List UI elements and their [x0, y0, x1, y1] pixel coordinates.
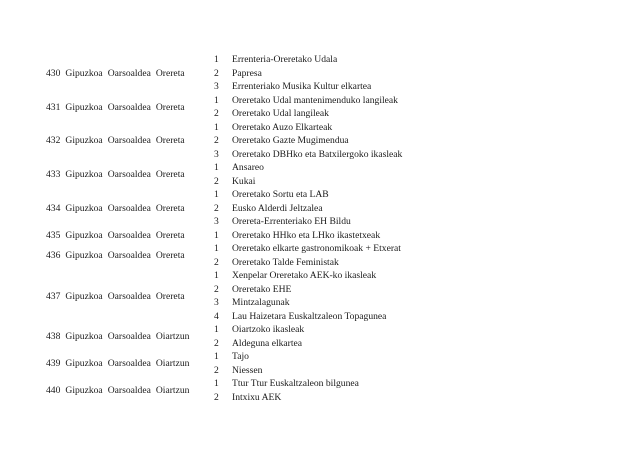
- entry-group: [0, 161, 638, 188]
- entry-group: [0, 242, 638, 269]
- item-name: Xenpelar Oreretako AEK-ko ikasleak: [232, 270, 377, 281]
- town: Orereta: [155, 250, 185, 261]
- item-name: Oreretako Talde Feministak: [232, 256, 339, 268]
- item-number: 2: [214, 175, 219, 187]
- region: Oarsoaldea: [107, 290, 151, 302]
- list-item: [0, 67, 638, 81]
- entry-group: [0, 94, 638, 121]
- region: Oarsoaldea: [107, 358, 151, 369]
- province: Gipuzkoa: [65, 229, 103, 241]
- list-item: [0, 148, 638, 162]
- list-item: [0, 107, 638, 121]
- list-item: [0, 364, 638, 378]
- province: Gipuzkoa: [65, 67, 103, 79]
- item-name: Ansareo: [232, 162, 264, 173]
- entry-id: 439: [46, 358, 61, 369]
- entry-id: 435: [46, 229, 61, 241]
- entry-id: 437: [46, 290, 61, 302]
- province: Gipuzkoa: [65, 250, 103, 261]
- list-item: [0, 161, 638, 175]
- list-item: [0, 53, 638, 67]
- item-number: 1: [214, 270, 219, 281]
- item-name: Oiartzoko ikasleak: [232, 324, 305, 335]
- item-number: 2: [214, 135, 219, 146]
- town: Oiartzun: [155, 385, 190, 396]
- town: Orereta: [155, 101, 185, 113]
- town: Orereta: [155, 67, 185, 79]
- town: Orereta: [155, 135, 185, 147]
- item-number: 1: [214, 54, 219, 65]
- item-name: Oreretako Auzo Elkarteak: [232, 121, 333, 133]
- list-item: [0, 215, 638, 229]
- entry-group: [0, 269, 638, 323]
- town: Orereta: [155, 202, 185, 214]
- town: Orereta: [155, 229, 185, 241]
- entry-group: [0, 377, 638, 404]
- province: Gipuzkoa: [65, 385, 103, 396]
- item-number: 2: [214, 202, 219, 214]
- item-number: 2: [214, 391, 219, 403]
- item-name: Mintzalagunak: [232, 297, 290, 308]
- item-name: Oreretako Gazte Mugimendua: [232, 135, 349, 146]
- entry-id: 431: [46, 101, 61, 113]
- list-item: [0, 256, 638, 270]
- entry-group: [0, 53, 638, 94]
- item-number: 2: [214, 283, 219, 295]
- region: Oarsoaldea: [107, 331, 151, 342]
- item-name: Oreretako Sortu eta LAB: [232, 189, 329, 200]
- item-name: Kukai: [232, 175, 256, 187]
- item-name: Errenteria-Oreretako Udala: [232, 54, 338, 65]
- list-item: [0, 121, 638, 135]
- item-name: Oreretako DBHko eta Batxilergoko ikasleak: [232, 148, 403, 160]
- document-table: [0, 53, 638, 404]
- item-number: 3: [214, 81, 219, 92]
- item-number: 1: [214, 229, 219, 241]
- region: Oarsoaldea: [107, 385, 151, 396]
- entry-group: [0, 229, 638, 243]
- region: Oarsoaldea: [107, 202, 151, 214]
- item-name: Errenteriako Musika Kultur elkartea: [232, 81, 372, 92]
- item-name: Orereta-Errenteriako EH Bildu: [232, 216, 351, 227]
- list-item: [0, 377, 638, 391]
- region: Oarsoaldea: [107, 250, 151, 261]
- item-name: Tajo: [232, 351, 249, 362]
- list-item: [0, 229, 638, 243]
- province: Gipuzkoa: [65, 135, 103, 147]
- entry-id: 430: [46, 67, 61, 79]
- item-name: Oreretako EHE: [232, 283, 292, 295]
- item-name: Oreretako elkarte gastronomikoak + Etxerat: [232, 243, 401, 254]
- item-number: 1: [214, 162, 219, 173]
- list-item: [0, 310, 638, 324]
- list-item: [0, 94, 638, 108]
- province: Gipuzkoa: [65, 169, 103, 180]
- entry-id: 434: [46, 202, 61, 214]
- item-number: 3: [214, 297, 219, 308]
- region: Oarsoaldea: [107, 229, 151, 241]
- list-item: [0, 202, 638, 216]
- province: Gipuzkoa: [65, 202, 103, 214]
- item-number: 2: [214, 108, 219, 119]
- item-number: 1: [214, 324, 219, 335]
- entry-group: [0, 188, 638, 229]
- item-number: 1: [214, 189, 219, 200]
- item-name: Eusko Alderdi Jeltzalea: [232, 202, 323, 214]
- list-item: [0, 188, 638, 202]
- province: Gipuzkoa: [65, 358, 103, 369]
- item-number: 2: [214, 67, 219, 79]
- item-name: Oreretako Udal langileak: [232, 108, 329, 119]
- entry-id: 432: [46, 135, 61, 147]
- list-item: [0, 296, 638, 310]
- item-number: 2: [214, 256, 219, 268]
- list-item: [0, 269, 638, 283]
- item-name: Intxixu AEK: [232, 391, 282, 403]
- town: Oiartzun: [155, 358, 190, 369]
- list-item: [0, 134, 638, 148]
- list-item: [0, 80, 638, 94]
- item-name: Niessen: [232, 364, 263, 376]
- list-item: [0, 175, 638, 189]
- item-number: 4: [214, 310, 219, 322]
- item-name: Oreretako HHko eta LHko ikastetxeak: [232, 229, 381, 241]
- item-number: 1: [214, 243, 219, 254]
- town: Orereta: [155, 169, 185, 180]
- list-item: [0, 323, 638, 337]
- list-item: [0, 283, 638, 297]
- item-number: 1: [214, 94, 219, 106]
- item-number: 1: [214, 351, 219, 362]
- entry-group: [0, 350, 638, 377]
- item-name: Ttur Ttur Euskaltzaleon bilgunea: [232, 378, 359, 389]
- item-number: 1: [214, 378, 219, 389]
- list-item: [0, 337, 638, 351]
- town: Oiartzun: [155, 331, 190, 342]
- item-name: Papresa: [232, 67, 262, 79]
- province: Gipuzkoa: [65, 101, 103, 113]
- province: Gipuzkoa: [65, 290, 103, 302]
- item-number: 2: [214, 337, 219, 349]
- item-number: 2: [214, 364, 219, 376]
- entry-group: [0, 121, 638, 162]
- item-name: Oreretako Udal mantenimenduko langileak: [232, 94, 398, 106]
- entry-group: [0, 323, 638, 350]
- region: Oarsoaldea: [107, 101, 151, 113]
- item-number: 3: [214, 216, 219, 227]
- town: Orereta: [155, 290, 185, 302]
- entry-id: 438: [46, 331, 61, 342]
- province: Gipuzkoa: [65, 331, 103, 342]
- item-name: Aldeguna elkartea: [232, 337, 303, 349]
- region: Oarsoaldea: [107, 135, 151, 147]
- item-name: Lau Haizetara Euskaltzaleon Topagunea: [232, 310, 387, 322]
- entry-id: 436: [46, 250, 61, 261]
- list-item: [0, 242, 638, 256]
- region: Oarsoaldea: [107, 67, 151, 79]
- list-item: [0, 350, 638, 364]
- region: Oarsoaldea: [107, 169, 151, 180]
- item-number: 1: [214, 121, 219, 133]
- entry-id: 440: [46, 385, 61, 396]
- list-item: [0, 391, 638, 405]
- entry-id: 433: [46, 169, 61, 180]
- item-number: 3: [214, 148, 219, 160]
